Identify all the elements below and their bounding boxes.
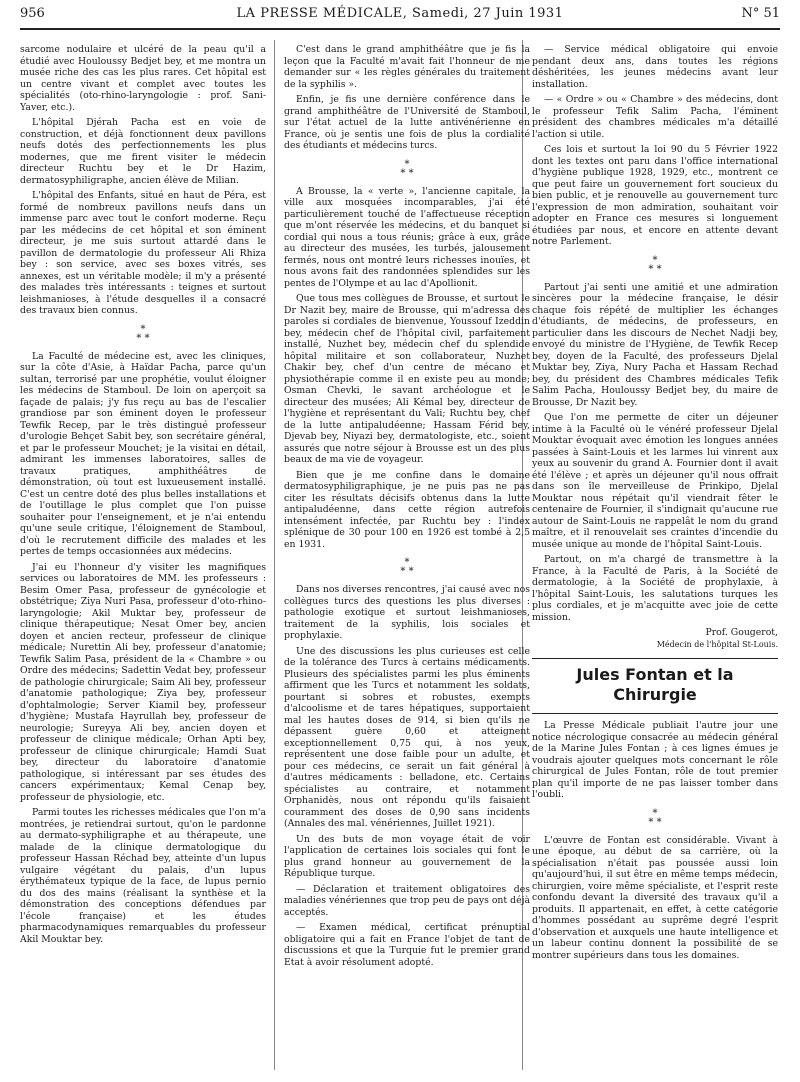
- paragraph: A Brousse, la « verte », l'ancienne capitale, la ville aux mosquées incomparables, j'ai été particulièrement touché de l'affectueuse réception que m'ont réservée les médecins, et du banquet si cordial qui nous a tous réunis; grâce à eux, grâce au directeur des musées, les turbés, jalousement fermés, nous ont montré leurs richesses inouïes, et nous avons fait des randonnées splendides sur les pentes de l'Olympe et au lac d'Apollionit.: [284, 185, 530, 289]
- paragraph: C'est dans le grand amphithéâtre que je fis la leçon que la Faculté m'avait fait l'honneur de me demander sur « les règles générales du traitement de la syphilis ».: [284, 44, 530, 90]
- section-separator: * * *: [648, 254, 662, 275]
- section-separator: * * *: [136, 323, 150, 344]
- paragraph: L'œuvre de Fontan est considérable. Vivant à une époque, au début de sa carrière, où la spécialisation n'était pas poussée aussi loin qu'aujourd'hui, il sut être en même temps médecin, chirurgien, voire même spécialiste, et l'esprit reste confondu devant la diversité des travaux qu'il a produits. Il appartenait, en effet, à cette catégorie d'hommes possédant au suprême degré l'esprit d'observation et auxquels une haute intelligence et un labeur continu donnent la possibilité de se montrer supérieurs dans tous les domaines.: [532, 834, 778, 961]
- paragraph: sarcome nodulaire et ulcéré de la peau qu'il a étudié avec Houloussy Bedjet bey, et me montra un musée riche des cas les plus rares. Cet hôpital est un centre vivant et complet avec toutes les spécialités (oto-rhino-laryngologie : prof. Sani-Yaver, etc.).: [20, 44, 266, 113]
- column-divider: [274, 40, 275, 1070]
- column-2: [284, 44, 530, 1074]
- column-1: [20, 44, 266, 1074]
- paragraph: Parmi toutes les richesses médicales que l'on m'a montrées, je retiendrai surtout, qu'on le pardonne au dermato-syphiligraphe et au thérapeute, une malade de la clinique dermatologique du professeur Hassan Réchad bey, atteinte d'un lupus vulgaire végétant du palais, d'un lupus érythémateux typique de la face, de lupus pernio du dos des mains (réalisant la synthèse et la démonstration des conceptions défendues par l'école française) et les études pharmacodynamiques remarquables du professeur Akil Mouktar bey.: [20, 807, 266, 945]
- section-separator: * * *: [648, 807, 662, 828]
- section-separator: * * *: [400, 158, 414, 179]
- article-rule: [532, 713, 778, 714]
- article-rule: [532, 658, 778, 659]
- paragraph: Une des discussions les plus curieuses est celle de la tolérance des Turcs à certains médicaments. Plusieurs des spécialistes parmi les plus éminents affirment que les Turcs et notamment les soldats, pourtant si sobres et robustes, exempts d'alcoolisme et de tares hépatiques, supportaient mal les hautes doses de 914, si bien qu'ils ne dépassent guère 0,60 et atteignent exceptionnellement 0,75 qui, à nos yeux, représentent une dose faible pour un adulte, et pour ces médecins, ce serait un fait général à d'autres médicaments : belladone, etc. Certains spécialistes au contraire, et notamment Orphanidès, nous ont répondu qu'ils faisaient couramment des doses de 0,90 sans incidents (Annales des mal. vénériennes, Juillet 1921).: [284, 645, 530, 829]
- journal-title: LA PRESSE MÉDICALE, Samedi, 27 Juin 1931: [236, 6, 564, 21]
- article-title: Jules Fontan et la Chirurgie: [576, 665, 734, 704]
- paragraph: Que tous mes collègues de Brousse, et surtout le Dr Nazit bey, maire de Brousse, qui m'adressa des paroles si cordiales de bienvenue, Youssouf Izeddin bey, médecin chef de l'hôpital civil, parfaitement installé, Nuzhet bey, médecin chef du splendide hôpital militaire et son collaborateur, Nuzhet Chakir bey, chef d'un centre de mécano et physiothérapie comme il en existe peu au monde; Osman Chevki, le savant archéologue et le directeur des musées; Ali Kémal bey, directeur de l'hygiène et représentant du Vali; Ruchtu bey, chef de la lutte antipaludéenne; Hassam Férid bey, Djevab bey, Niyazi bey, dermatologiste, etc., soient assurés que notre séjour à Brousse est un des plus beaux de ma vie de voyageur.: [284, 293, 530, 465]
- column-3: [532, 44, 778, 1074]
- paragraph: Ces lois et surtout la loi 90 du 5 Février 1922 dont les textes ont paru dans l'office international d'hygiène publique 1928, 1929, etc., montrent ce que peut faire un gouvernement fort soucieux du bien public, et je renouvelle au gouvernement turc l'expression de mon admiration, souhaitant voir adopter en France ces mesures si longuement étudiées par nous, et encore en attente devant notre Parlement.: [532, 144, 778, 247]
- section-separator: * * *: [400, 557, 414, 577]
- issue-number: N° 51: [741, 6, 780, 21]
- paragraph: — « Ordre » ou « Chambre » des médecins, dont le professeur Tefik Salim Pacha, l'éminent président des chambres médicales m'a détaillé l'action si utile.: [532, 94, 778, 140]
- paragraph: — Déclaration et traitement obligatoires des maladies vénériennes que trop peu de pays ont déjà acceptés.: [284, 883, 530, 918]
- paragraph: La Presse Médicale publiait l'autre jour une notice nécrologique consacrée au médecin général de la Marine Jules Fontan ; à ces lignes émues je voudrais ajouter quelques mots concernant le rôle chirurgical de Jules Fontan, rôle de tout premier plan qu'il importe de ne pas laisser tomber dans l'oubli.: [532, 720, 778, 800]
- page-number: 956: [20, 6, 45, 21]
- paragraph: — Service médical obligatoire qui envoie pendant deux ans, dans toutes les régions déshéritées, les jeunes médecins avant leur installation.: [532, 44, 778, 90]
- paragraph: Partout, on m'a chargé de transmettre à la France, à la Faculté de Paris, à la Société de dermatologie, à la Société de prophylaxie, à l'hôpital Saint-Louis, les salutations turques les plus cordiales, et je m'acquitte avec joie de cette mission.: [532, 554, 778, 623]
- signature-name: Prof. Gougerot,: [705, 627, 778, 638]
- paragraph: Bien que je me confine dans le domaine dermatosyphiligraphique, je ne puis pas ne pas citer les résultats décisifs obtenus dans la lutte antipaludéenne, dans cette région autrefois intensément infectée, par Ruchtu bey : l'index splénique de 30 pour 100 en 1926 est tombé à 2,5 en 1931.: [284, 469, 530, 550]
- paragraph: L'hôpital Djérah Pacha est en voie de construction, et déjà fonctionnent deux pavillons neufs dotés des perfectionnements les plus modernes, que me firent visiter le médecin directeur Ruchtu bey et le Dr Hazim, dermatosyphiligraphe, ancien élève de Milian.: [20, 117, 266, 186]
- paragraph: L'hôpital des Enfants, situé en haut de Péra, est formé de nombreux pavillons neufs dans un immense parc avec tout le confort moderne. Reçu par les médecins de cet hôpital et son éminent directeur, je me suis surtout attardé dans le pavillon de dermatologie du professeur Ali Rhiza bey : son service, avec ses boxes vitrés, ses annexes, est un véritable modèle; il m'y a présenté des malades très intéressants : teignes et surtout leishmanioses, à l'étude desquelles il a consacré des travaux bien connus.: [20, 190, 266, 316]
- signature-title: Médecin de l'hôpital St-Louis.: [656, 639, 778, 649]
- paragraph: Que l'on me permette de citer un déjeuner intime à la Faculté où le vénéré professeur Djelal Mouktar évoquait avec émotion les longues années passées à Saint-Louis et les larmes lui vinrent aux yeux au souvenir du grand A. Fournier dont il avait été l'élève ; et après un déjeuner qu'il nous offrait dans son île merveilleuse de Prinkipo, Djelal Mouktar nous répétait qu'il viendrait fêter le centenaire de Fournier, il s'indignait qu'aucune rue autour de Saint-Louis ne rappelât le nom du grand maître, et il renouvelait ses craintes d'incendie du musée unique au monde de l'hôpital Saint-Louis.: [532, 412, 778, 550]
- paragraph: J'ai eu l'honneur d'y visiter les magnifiques services ou laboratoires de MM. les professeurs : Besim Omer Pasa, professeur de gynécologie et obstétrique; Ziya Nuri Pasa, professeur d'oto-rhino-laryngologie; Akil Muktar bey, professeur de clinique thérapeutique; Nesat Omer bey, ancien doyen et ancien recteur, professeur de clinique médicale; Nurettin Ali bey, professeur d'anatomie; Tewfik Salim Pasa, président de la « Chambre » ou Ordre des médecins; Sadettin Vedat bey, professeur de pathologie chirurgicale; Saim Ali bey, professeur d'anatomie pathologique; Ziya bey, professeur d'ophtalmologie; Server Kiamil bey, professeur d'hygiène; Mustafa Hayrullah bey, professeur de neurologie; Sureyya Ali bey, ancien doyen et professeur de clinique médicale; Orhan Apti bey, professeur de clinique chirurgicale; Hamdi Suat bey, directeur du laboratoire d'anatomie pathologique, si intéressant par ses études des cancers expérimentaux; Kemal Cenap bey, professeur de physiologie, etc.: [20, 561, 266, 803]
- paragraph: Enfin, je fis une dernière conférence dans le grand amphithéâtre de l'Université de Stamboul, sur l'état actuel de la lutte antivénérienne en France, où je sentis une fois de plus la cordialité des étudiants et médecins turcs.: [284, 94, 530, 151]
- paragraph: Partout j'ai senti une amitié et une admiration sincères pour la médecine française, le désir chaque fois répété de multiplier les échanges d'étudiants, de médecins, de professeurs, en particulier dans les discours de Nechet Nadji bey, envoyé du ministre de l'Hygiène, de Tewfik Recep bey, doyen de la Faculté, des professeurs Djelal Muktar bey, Ziya, Nury Pacha et Hassam Rechad bey, du président des Chambres médicales Tefik Salim Pacha, Houloussy Bedjet bey, du maire de Brousse, Dr Nazit bey.: [532, 281, 778, 408]
- page-header: [20, 6, 780, 28]
- paragraph: Un des buts de mon voyage était de voir l'application de certaines lois sociales qui font le plus grand honneur au gouvernement de la République turque.: [284, 833, 530, 879]
- paragraph: Dans nos diverses rencontres, j'ai causé avec nos collègues turcs des questions les plus diverses : pathologie exotique et surtout leishmanioses, traitement de la syphilis, lois sociales et prophylaxie.: [284, 584, 530, 641]
- paragraph: — Examen médical, certificat prénuptial obligatoire qui a fait en France l'objet de tant de discussions et que la Turquie fut le premier grand Etat à avoir résolument adopté.: [284, 922, 530, 968]
- paragraph: La Faculté de médecine est, avec les cliniques, sur la côte d'Asie, à Haïdar Pacha, parce qu'un sultan, terrorisé par une prophétie, voulut éloigner les médecins de Stamboul. De loin on aperçoit sa façade de palais; j'y fus reçu au bas de l'escalier grandiose par son éminent doyen le professeur Tewfik Recep, par le très distingué professeur d'urologie Behçet Sabit bey, son secrétaire général, et par le professeur Mouchet; je la visitai en détail, admirant les immenses laboratoires, salles de travaux pratiques, amphithéâtres de démonstration, où tout est luxueusement installé. C'est un centre doté des plus belles installations et de l'outillage le plus complet que l'on puisse souhaiter pour l'enseignement, et je n'ai entendu qu'une seule critique, l'éloignement de Stamboul, d'où le recrutement difficile des malades et les pertes de temps occasionnées aux médecins.: [20, 350, 266, 557]
- header-rule: [20, 28, 780, 30]
